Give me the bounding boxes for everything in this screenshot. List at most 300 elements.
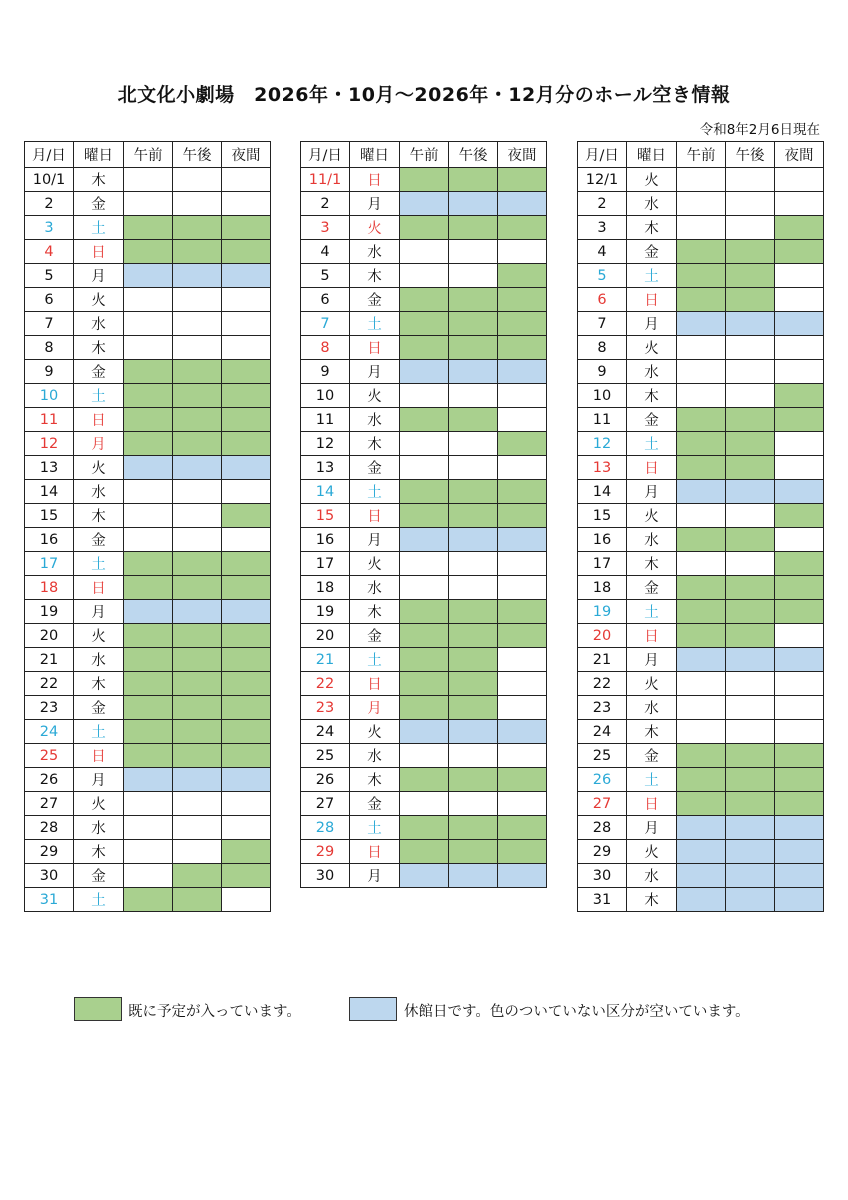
weekday-cell: 水 <box>627 696 677 720</box>
table-row <box>578 552 824 576</box>
morning-slot <box>400 384 449 408</box>
date-cell: 10 <box>25 384 74 408</box>
weekday-cell: 日 <box>350 336 400 360</box>
table-row <box>25 336 271 360</box>
weekday-cell: 金 <box>74 360 124 384</box>
weekday-cell: 木 <box>627 216 677 240</box>
date-cell: 9 <box>578 360 627 384</box>
weekday-cell: 日 <box>74 744 124 768</box>
afternoon-slot <box>173 312 222 336</box>
evening-slot <box>775 264 824 288</box>
afternoon-slot <box>726 240 775 264</box>
date-cell: 15 <box>25 504 74 528</box>
afternoon-slot <box>449 696 498 720</box>
morning-slot <box>400 264 449 288</box>
date-cell: 3 <box>578 216 627 240</box>
evening-slot <box>498 672 547 696</box>
evening-slot <box>498 576 547 600</box>
date-cell: 25 <box>301 744 350 768</box>
date-cell: 3 <box>301 216 350 240</box>
weekday-cell: 土 <box>627 432 677 456</box>
date-cell: 20 <box>578 624 627 648</box>
morning-slot <box>400 192 449 216</box>
afternoon-slot <box>173 600 222 624</box>
header-morning: 午前 <box>124 142 173 168</box>
evening-slot <box>222 720 271 744</box>
afternoon-slot <box>726 672 775 696</box>
table-row <box>578 456 824 480</box>
weekday-cell: 金 <box>350 288 400 312</box>
weekday-cell: 金 <box>627 744 677 768</box>
morning-slot <box>400 720 449 744</box>
afternoon-slot <box>726 744 775 768</box>
afternoon-slot <box>173 624 222 648</box>
morning-slot <box>400 408 449 432</box>
date-cell: 23 <box>301 696 350 720</box>
morning-slot <box>677 816 726 840</box>
evening-slot <box>222 384 271 408</box>
header-date: 月/日 <box>578 142 627 168</box>
morning-slot <box>677 480 726 504</box>
weekday-cell: 日 <box>74 576 124 600</box>
evening-slot <box>498 864 547 888</box>
date-cell: 8 <box>25 336 74 360</box>
table-row <box>578 168 824 192</box>
weekday-cell: 月 <box>627 816 677 840</box>
afternoon-slot <box>449 504 498 528</box>
evening-slot <box>775 600 824 624</box>
date-cell: 9 <box>25 360 74 384</box>
weekday-cell: 木 <box>74 168 124 192</box>
evening-slot <box>775 312 824 336</box>
morning-slot <box>400 576 449 600</box>
evening-slot <box>498 480 547 504</box>
legend-closed-label: 休館日です。色のついていない区分が空いています。 <box>404 1004 750 1020</box>
weekday-cell: 水 <box>350 408 400 432</box>
date-cell: 16 <box>578 528 627 552</box>
weekday-cell: 日 <box>74 408 124 432</box>
weekday-cell: 土 <box>74 384 124 408</box>
afternoon-slot <box>726 504 775 528</box>
evening-slot <box>222 312 271 336</box>
evening-slot <box>775 816 824 840</box>
afternoon-slot <box>726 336 775 360</box>
weekday-cell: 日 <box>627 456 677 480</box>
morning-slot <box>124 456 173 480</box>
morning-slot <box>400 480 449 504</box>
morning-slot <box>400 792 449 816</box>
weekday-cell: 火 <box>627 840 677 864</box>
date-cell: 25 <box>25 744 74 768</box>
table-row <box>301 456 547 480</box>
date-cell: 14 <box>301 480 350 504</box>
date-cell: 10/1 <box>25 168 74 192</box>
morning-slot <box>124 600 173 624</box>
date-cell: 4 <box>578 240 627 264</box>
weekday-cell: 火 <box>350 384 400 408</box>
afternoon-slot <box>449 768 498 792</box>
table-row <box>301 840 547 864</box>
date-cell: 4 <box>301 240 350 264</box>
afternoon-slot <box>173 648 222 672</box>
date-cell: 13 <box>25 456 74 480</box>
afternoon-slot <box>173 528 222 552</box>
morning-slot <box>400 288 449 312</box>
weekday-cell: 木 <box>350 432 400 456</box>
table-row <box>25 768 271 792</box>
evening-slot <box>222 696 271 720</box>
table-row <box>25 360 271 384</box>
date-cell: 12 <box>301 432 350 456</box>
morning-slot <box>677 192 726 216</box>
weekday-cell: 金 <box>350 792 400 816</box>
morning-slot <box>400 456 449 480</box>
morning-slot <box>677 600 726 624</box>
weekday-cell: 金 <box>350 624 400 648</box>
afternoon-slot <box>449 264 498 288</box>
morning-slot <box>124 432 173 456</box>
weekday-cell: 土 <box>350 816 400 840</box>
table-row <box>578 624 824 648</box>
morning-slot <box>124 216 173 240</box>
morning-slot <box>677 312 726 336</box>
evening-slot <box>498 312 547 336</box>
morning-slot <box>124 816 173 840</box>
date-cell: 21 <box>578 648 627 672</box>
weekday-cell: 木 <box>350 600 400 624</box>
afternoon-slot <box>726 168 775 192</box>
table-row <box>301 648 547 672</box>
weekday-cell: 土 <box>350 312 400 336</box>
morning-slot <box>124 744 173 768</box>
afternoon-slot <box>173 264 222 288</box>
afternoon-slot <box>173 432 222 456</box>
evening-slot <box>222 480 271 504</box>
weekday-cell: 火 <box>350 216 400 240</box>
table-row <box>578 792 824 816</box>
evening-slot <box>775 408 824 432</box>
date-cell: 17 <box>301 552 350 576</box>
morning-slot <box>400 816 449 840</box>
morning-slot <box>677 384 726 408</box>
afternoon-slot <box>173 480 222 504</box>
table-row <box>578 288 824 312</box>
evening-slot <box>498 240 547 264</box>
evening-slot <box>498 552 547 576</box>
date-cell: 5 <box>578 264 627 288</box>
evening-slot <box>222 240 271 264</box>
table-row <box>25 456 271 480</box>
date-cell: 30 <box>301 864 350 888</box>
evening-slot <box>222 216 271 240</box>
morning-slot <box>677 528 726 552</box>
weekday-cell: 月 <box>627 648 677 672</box>
legend-booked-label: 既に予定が入っています。 <box>128 1004 301 1020</box>
morning-slot <box>677 408 726 432</box>
afternoon-slot <box>449 168 498 192</box>
table-row <box>301 384 547 408</box>
weekday-cell: 火 <box>627 168 677 192</box>
evening-slot <box>498 408 547 432</box>
date-cell: 26 <box>301 768 350 792</box>
morning-slot <box>677 288 726 312</box>
weekday-cell: 金 <box>74 864 124 888</box>
weekday-cell: 火 <box>627 504 677 528</box>
afternoon-slot <box>726 720 775 744</box>
morning-slot <box>677 624 726 648</box>
table-row <box>578 648 824 672</box>
evening-slot <box>775 648 824 672</box>
weekday-cell: 水 <box>627 360 677 384</box>
table-row <box>25 504 271 528</box>
afternoon-slot <box>173 168 222 192</box>
morning-slot <box>400 312 449 336</box>
date-cell: 27 <box>25 792 74 816</box>
weekday-cell: 土 <box>627 600 677 624</box>
table-row <box>25 648 271 672</box>
date-cell: 11 <box>25 408 74 432</box>
date-cell: 8 <box>578 336 627 360</box>
table-row <box>578 816 824 840</box>
table-row <box>25 672 271 696</box>
table-row <box>578 720 824 744</box>
morning-slot <box>677 840 726 864</box>
table-row <box>25 432 271 456</box>
weekday-cell: 水 <box>74 480 124 504</box>
date-cell: 28 <box>578 816 627 840</box>
afternoon-slot <box>173 720 222 744</box>
evening-slot <box>775 552 824 576</box>
evening-slot <box>775 504 824 528</box>
afternoon-slot <box>173 576 222 600</box>
weekday-cell: 木 <box>74 672 124 696</box>
date-cell: 26 <box>578 768 627 792</box>
morning-slot <box>124 864 173 888</box>
afternoon-slot <box>449 648 498 672</box>
evening-slot <box>775 288 824 312</box>
date-cell: 17 <box>578 552 627 576</box>
weekday-cell: 火 <box>74 792 124 816</box>
afternoon-slot <box>173 696 222 720</box>
afternoon-slot <box>726 456 775 480</box>
afternoon-slot <box>726 696 775 720</box>
table-row <box>301 528 547 552</box>
date-cell: 29 <box>25 840 74 864</box>
evening-slot <box>222 792 271 816</box>
table-row <box>25 720 271 744</box>
table-row <box>301 624 547 648</box>
evening-slot <box>222 192 271 216</box>
table-row <box>578 528 824 552</box>
weekday-cell: 月 <box>350 696 400 720</box>
morning-slot <box>677 360 726 384</box>
table-row <box>25 840 271 864</box>
afternoon-slot <box>449 360 498 384</box>
afternoon-slot <box>449 192 498 216</box>
weekday-cell: 木 <box>627 888 677 912</box>
date-cell: 3 <box>25 216 74 240</box>
morning-slot <box>124 696 173 720</box>
evening-slot <box>498 168 547 192</box>
morning-slot <box>400 552 449 576</box>
weekday-cell: 木 <box>627 552 677 576</box>
date-cell: 22 <box>25 672 74 696</box>
afternoon-slot <box>449 312 498 336</box>
header-afternoon: 午後 <box>449 142 498 168</box>
evening-slot <box>775 864 824 888</box>
afternoon-slot <box>173 672 222 696</box>
weekday-cell: 木 <box>74 504 124 528</box>
table-row <box>301 216 547 240</box>
afternoon-slot <box>173 216 222 240</box>
morning-slot <box>677 240 726 264</box>
legend-booked-swatch <box>74 997 122 1021</box>
weekday-cell: 火 <box>627 672 677 696</box>
morning-slot <box>124 312 173 336</box>
table-row <box>301 816 547 840</box>
afternoon-slot <box>173 768 222 792</box>
weekday-cell: 月 <box>350 864 400 888</box>
afternoon-slot <box>173 192 222 216</box>
evening-slot <box>222 504 271 528</box>
header-evening: 夜間 <box>498 142 547 168</box>
date-cell: 25 <box>578 744 627 768</box>
table-row <box>301 432 547 456</box>
morning-slot <box>400 840 449 864</box>
date-cell: 14 <box>25 480 74 504</box>
weekday-cell: 水 <box>627 864 677 888</box>
date-cell: 29 <box>301 840 350 864</box>
table-row <box>301 576 547 600</box>
morning-slot <box>124 264 173 288</box>
table-row <box>578 504 824 528</box>
evening-slot <box>222 264 271 288</box>
date-cell: 12 <box>578 432 627 456</box>
date-cell: 16 <box>301 528 350 552</box>
evening-slot <box>775 456 824 480</box>
evening-slot <box>222 624 271 648</box>
evening-slot <box>222 864 271 888</box>
weekday-cell: 日 <box>627 288 677 312</box>
afternoon-slot <box>449 552 498 576</box>
date-cell: 28 <box>301 816 350 840</box>
weekday-cell: 土 <box>350 480 400 504</box>
header-morning: 午前 <box>400 142 449 168</box>
weekday-cell: 木 <box>350 768 400 792</box>
table-row <box>301 792 547 816</box>
weekday-cell: 火 <box>74 288 124 312</box>
afternoon-slot <box>449 456 498 480</box>
afternoon-slot <box>726 816 775 840</box>
evening-slot <box>498 216 547 240</box>
table-row <box>301 864 547 888</box>
table-row <box>301 288 547 312</box>
morning-slot <box>677 720 726 744</box>
table-row <box>578 888 824 912</box>
date-cell: 18 <box>578 576 627 600</box>
date-cell: 6 <box>578 288 627 312</box>
weekday-cell: 日 <box>350 168 400 192</box>
weekday-cell: 水 <box>350 240 400 264</box>
afternoon-slot <box>449 840 498 864</box>
afternoon-slot <box>726 408 775 432</box>
legend-closed-swatch <box>349 997 397 1021</box>
evening-slot <box>498 264 547 288</box>
morning-slot <box>124 768 173 792</box>
date-cell: 4 <box>25 240 74 264</box>
date-cell: 18 <box>25 576 74 600</box>
calendar-october <box>24 141 271 912</box>
table-row <box>25 816 271 840</box>
morning-slot <box>400 432 449 456</box>
evening-slot <box>775 672 824 696</box>
weekday-cell: 日 <box>350 672 400 696</box>
date-cell: 20 <box>301 624 350 648</box>
table-row <box>578 312 824 336</box>
morning-slot <box>124 408 173 432</box>
date-cell: 19 <box>578 600 627 624</box>
table-row <box>578 480 824 504</box>
morning-slot <box>677 888 726 912</box>
afternoon-slot <box>449 672 498 696</box>
evening-slot <box>222 576 271 600</box>
weekday-cell: 月 <box>627 480 677 504</box>
header-date: 月/日 <box>25 142 74 168</box>
weekday-cell: 金 <box>627 408 677 432</box>
evening-slot <box>222 288 271 312</box>
table-row <box>578 336 824 360</box>
afternoon-slot <box>726 288 775 312</box>
table-row <box>301 552 547 576</box>
weekday-cell: 木 <box>627 720 677 744</box>
afternoon-slot <box>726 192 775 216</box>
morning-slot <box>400 240 449 264</box>
table-row <box>25 600 271 624</box>
header-afternoon: 午後 <box>726 142 775 168</box>
weekday-cell: 水 <box>627 192 677 216</box>
weekday-cell: 日 <box>627 624 677 648</box>
evening-slot <box>222 552 271 576</box>
date-cell: 10 <box>578 384 627 408</box>
date-cell: 7 <box>578 312 627 336</box>
morning-slot <box>400 768 449 792</box>
table-row <box>25 528 271 552</box>
date-cell: 13 <box>578 456 627 480</box>
morning-slot <box>677 744 726 768</box>
weekday-cell: 木 <box>627 384 677 408</box>
date-cell: 12 <box>25 432 74 456</box>
afternoon-slot <box>173 456 222 480</box>
afternoon-slot <box>726 360 775 384</box>
afternoon-slot <box>173 384 222 408</box>
date-cell: 12/1 <box>578 168 627 192</box>
table-row <box>25 888 271 912</box>
weekday-cell: 土 <box>74 720 124 744</box>
table-row <box>578 576 824 600</box>
afternoon-slot <box>173 888 222 912</box>
afternoon-slot <box>173 408 222 432</box>
date-cell: 24 <box>25 720 74 744</box>
weekday-cell: 月 <box>350 360 400 384</box>
evening-slot <box>498 192 547 216</box>
evening-slot <box>775 432 824 456</box>
morning-slot <box>677 792 726 816</box>
evening-slot <box>222 816 271 840</box>
date-cell: 24 <box>301 720 350 744</box>
header-weekday: 曜日 <box>74 142 124 168</box>
morning-slot <box>677 336 726 360</box>
date-cell: 15 <box>578 504 627 528</box>
